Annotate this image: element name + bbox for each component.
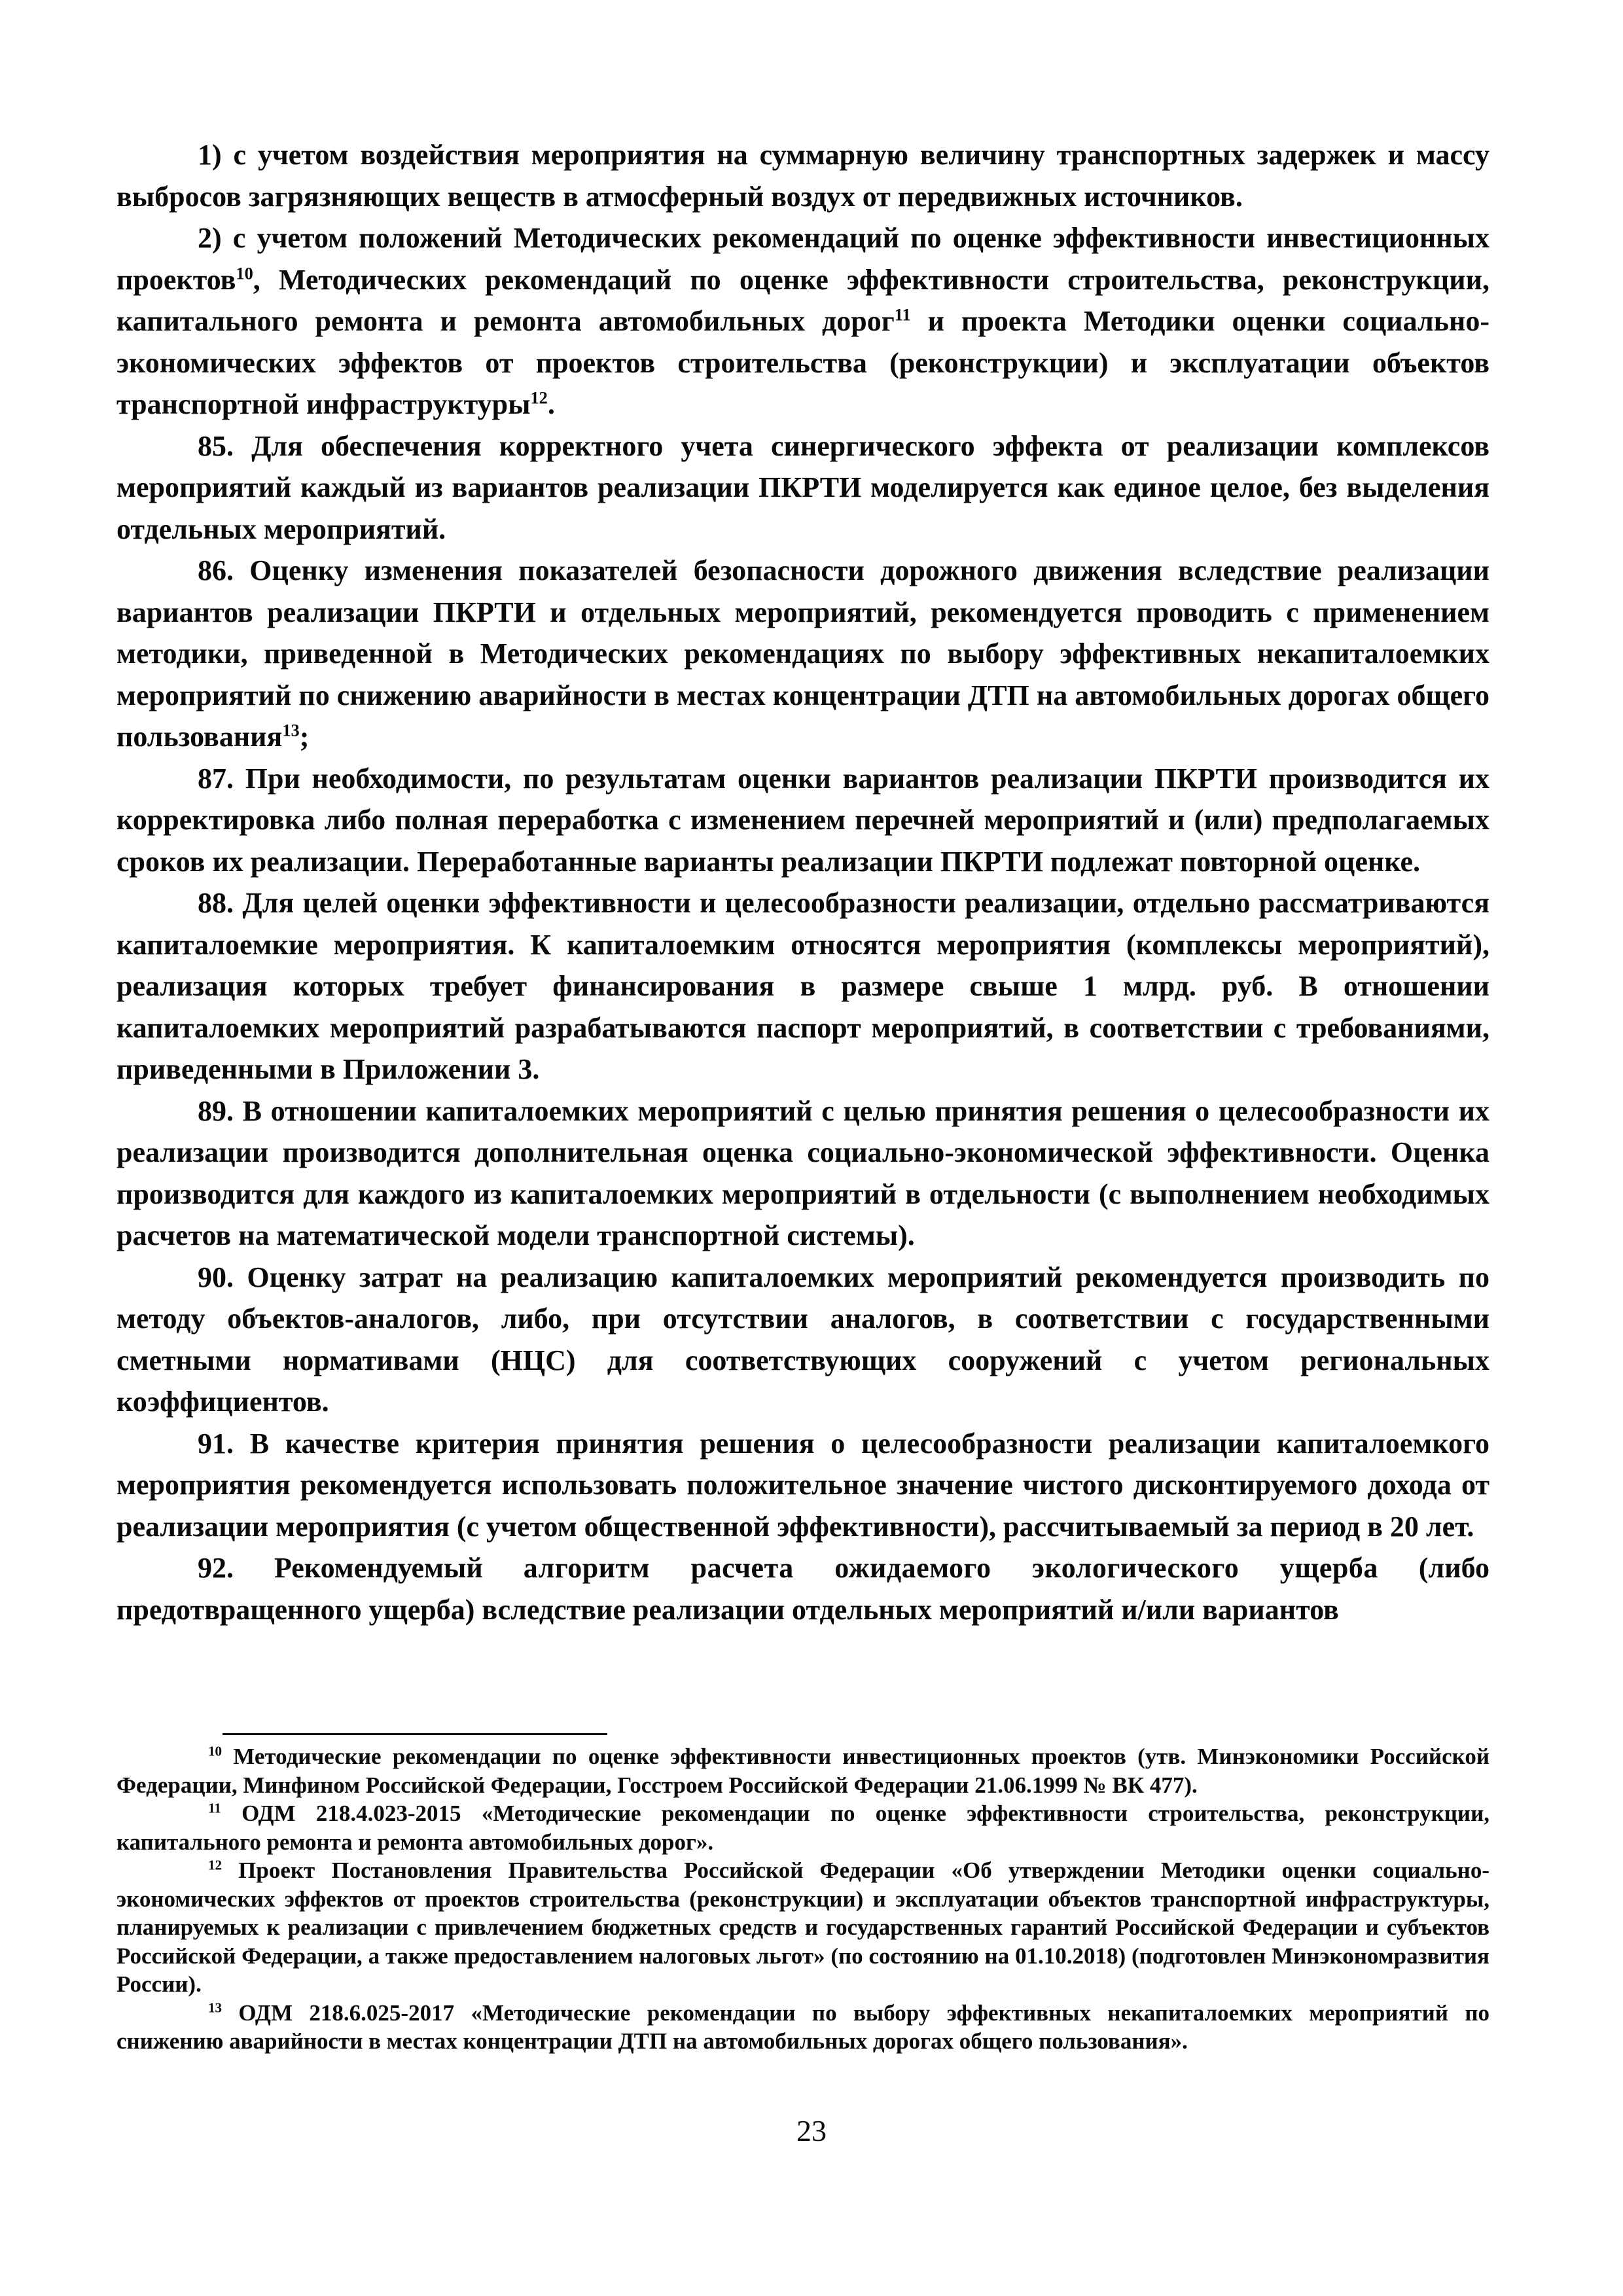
footnote-12: $^{12}$ Проект Постановления Правительства Российской Федерации «Об утверждении Методики оценки социально-экономических эффектов от проектов строительства (реконструкции) и эксплуатации объектов транспортной инфраструктуры, планируемых к реализации с привлечением бюджетных средств и государственных гарантий Российской Федерации и субъектов Российской Федерации, а также предоставлением налоговых льгот» (по состоянию на 01.10.2018) (подготовлен Минэкономразвития России). xyxy=(116,1857,1489,1997)
footnote-number: 13 xyxy=(208,1999,222,2015)
paragraph-item-1: 1) с учетом воздействия мероприятия на суммарную величину транспортных задержек и массу выбросов загрязняющих веществ в атмосферный воздух от передвижных источников. xyxy=(116,139,1489,213)
paragraph-87: 87. При необходимости, по результатам оценки вариантов реализации ПКРТИ производится их корректировка либо полная переработка с изменением перечней мероприятий и (или) предполагаемых сроков их реализации. Переработанные варианты реализации ПКРТИ подлежат повторной оценке. xyxy=(116,762,1489,878)
page-number: 23 xyxy=(796,2114,827,2147)
footnotes xyxy=(116,1742,1489,2056)
footnote-ref-13: 13 xyxy=(282,720,300,740)
paragraph-item-2: 2) с учетом положений Методических рекомендаций по оценке эффективности инвестиционных проектов$^{10}$, Методических рекомендаций по оценке эффективности строительства, реконструкции, капитального ремонта и ремонта автомобильных дорог$^{11}$ и проекта Методики оценки социально-экономических эффектов от проектов строительства (реконструкции) и эксплуатации объектов транспортной инфраструктуры$^{12}$. xyxy=(116,222,1489,420)
footnote-number: 12 xyxy=(208,1857,222,1873)
footnote-ref-10: 10 xyxy=(236,262,253,283)
footnote-ref-11: 11 xyxy=(894,304,911,325)
main-text xyxy=(116,134,1489,1630)
footnote-ref-12: 12 xyxy=(530,387,548,408)
footnote-13: $^{13}$ ОДМ 218.6.025-2017 «Методические рекомендации по выбору эффективных некапиталоемких мероприятий по снижению аварийности в местах концентрации ДТП на автомобильных дорогах общего пользования». xyxy=(116,1999,1489,2054)
footnote-number: 11 xyxy=(208,1800,221,1816)
footnote-number: 10 xyxy=(208,1743,222,1759)
emphasized-term: алгоритм расчета ожидаемого экологического ущерба xyxy=(523,1552,1378,1584)
footnote-divider xyxy=(223,1733,607,1735)
paragraph-85: 85. Для обеспечения корректного учета синергического эффекта от реализации комплексов мероприятий каждый из вариантов реализации ПКРТИ моделируется как единое целое, без выделения отдельных мероприятий. xyxy=(116,429,1489,545)
paragraph-90: 90. Оценку затрат на реализацию капиталоемких мероприятий рекомендуется производить по методу объектов-аналогов, либо, при отсутствии аналогов, в соответствии с государственными сметными нормативами (НЦС) для соответствующих сооружений с учетом региональных коэффициентов. xyxy=(116,1261,1489,1418)
paragraph-91: 91. В качестве критерия принятия решения о целесообразности реализации капиталоемкого мероприятия рекомендуется использовать положительное значение чистого дисконтируемого дохода от реализации мероприятия (с учетом общественной эффективности), рассчитываемый за период в 20 лет. xyxy=(116,1427,1489,1543)
footnote-11: $^{11}$ ОДМ 218.4.023-2015 «Методические рекомендации по оценке эффективности строительства, реконструкции, капитального ремонта и ремонта автомобильных дорог». xyxy=(116,1800,1489,1855)
paragraph-89: 89. В отношении капиталоемких мероприятий с целью принятия решения о целесообразности их реализации производится дополнительная оценка социально-экономической эффективности. Оценка производится для каждого из капиталоемких мероприятий в отдельности (с выполнением необходимых расчетов на математической модели транспортной системы). xyxy=(116,1094,1489,1251)
paragraph-88: 88. Для целей оценки эффективности и целесообразности реализации, отдельно рассматриваются капиталоемкие мероприятия. К капиталоемким относятся мероприятия (комплексы мероприятий), реализация которых требует финансирования в размере свыше 1 млрд. руб. В отношении капиталоемких мероприятий разрабатываются паспорт мероприятий, в соответствии с требованиями, приведенными в Приложении 3. xyxy=(116,887,1489,1085)
paragraph-86: 86. Оценку изменения показателей безопасности дорожного движения вследствие реализации вариантов реализации ПКРТИ и отдельных мероприятий, рекомендуется проводить с применением методики, приведенной в Методических рекомендациях по выбору эффективных некапиталоемких мероприятий по снижению аварийности в местах концентрации ДТП на автомобильных дорогах общего пользования$^{13}$; xyxy=(116,554,1489,753)
footnote-10: $^{10}$ Методические рекомендации по оценке эффективности инвестиционных проектов (утв. Минэкономики Российской Федерации, Минфином Российской Федерации, Госстроем Российской Федерации 21.06.1999 № ВК 477). xyxy=(116,1743,1489,1798)
paragraph-92: 92. Рекомендуемый алгоритм расчета ожидаемого экологического ущерба (либо предотвращенного ущерба) вследствие реализации отдельных мероприятий и/или вариантов xyxy=(116,1552,1490,1626)
